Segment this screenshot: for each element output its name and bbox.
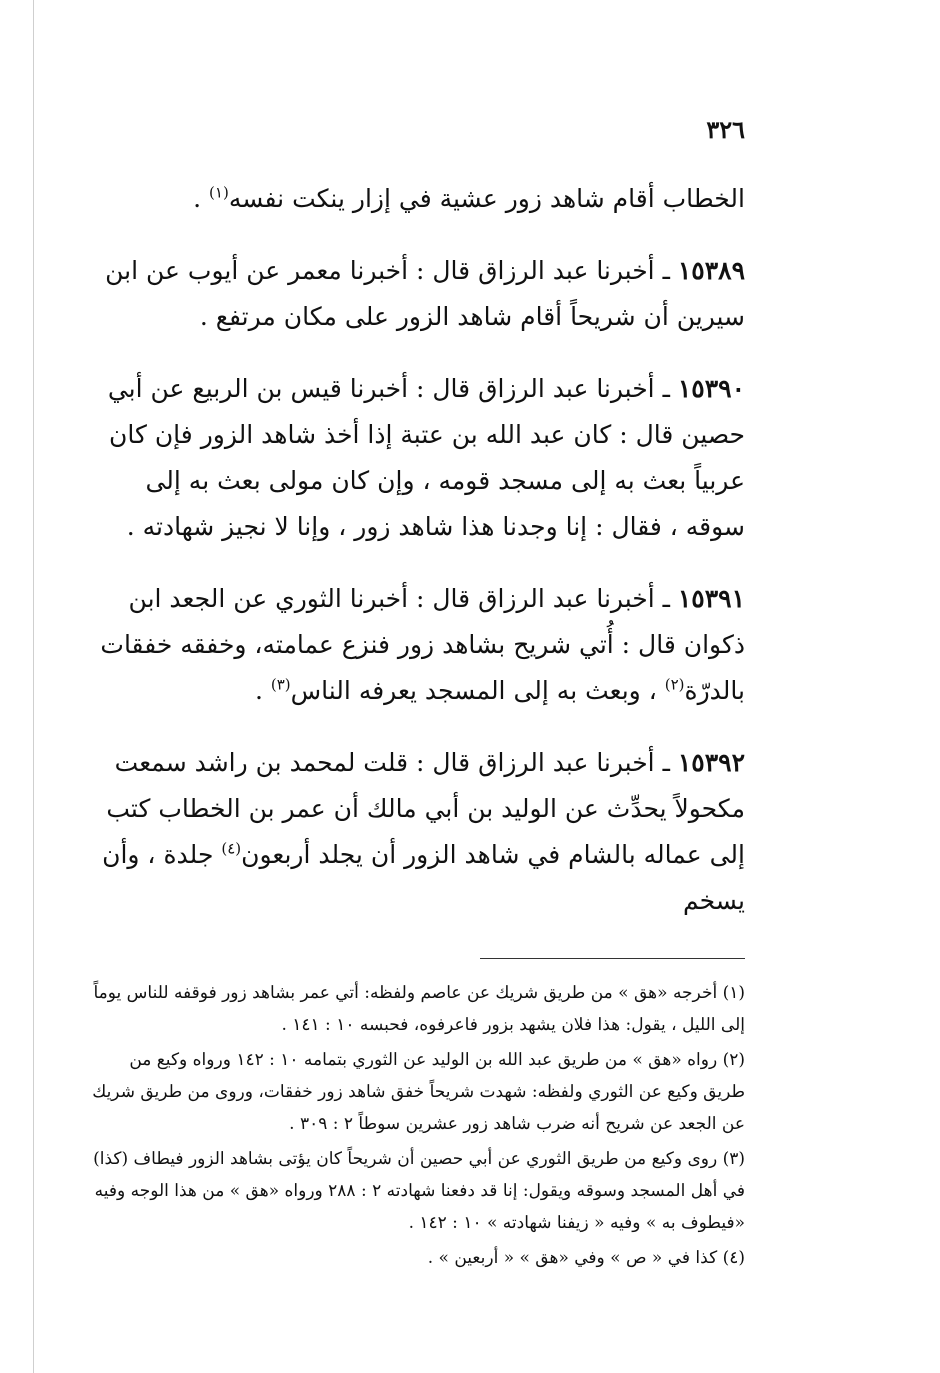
page-number: ٣٢٦ — [706, 115, 745, 144]
paragraph-text: ـ أخبرنا عبد الرزاق قال : أخبرنا الثوري عن الجعد ابن ذكوان قال : أُتي شريح بشاهد زور فنزع عمامته، وخفقه خفقات بالدرّة — [100, 584, 745, 705]
footnote-marker: (٤) — [221, 839, 242, 858]
paragraph-text: ـ أخبرنا عبد الرزاق قال : أخبرنا قيس بن الربيع عن أبي حصين قال : كان عبد الله بن عتبة إذا أخذ شاهد الزور فإن كان عربياً بعث به إلى مسجد قومه ، وإن كان مولى بعث به إلى سوقه ، فقال : إنا وجدنا هذا شاهد زور ، وإنا لا نجيز شهادته . — [107, 374, 745, 541]
hadith-number: ١٥٣٩١ — [677, 584, 745, 613]
footnotes — [85, 977, 745, 1274]
paragraph-text: ـ أخبرنا عبد الرزاق قال : أخبرنا معمر عن أيوب عن ابن سيرين أن شريحاً أقام شاهد الزور على مكان مرتفع . — [105, 256, 745, 331]
hadith-number: ١٥٣٩٠ — [677, 374, 745, 403]
hadith-paragraph — [85, 366, 745, 550]
scan-edge-line — [33, 0, 34, 1373]
hadith-number: ١٥٣٩٢ — [677, 748, 745, 777]
continued-paragraph — [85, 176, 745, 222]
paragraph-ending: جلدة ، وأن يسخم — [102, 840, 745, 915]
footnote-marker: (١) — [209, 183, 229, 202]
main-text — [85, 176, 745, 924]
paragraph-text: ـ أخبرنا عبد الرزاق قال : قلت لمحمد بن راشد سمعت مكحولاً يحدِّث عن الوليد بن أبي مالك أن عمر بن الخطاب كتب إلى عماله بالشام في شاهد الزور أن يجلد أربعون — [106, 748, 745, 869]
footnote-separator — [480, 958, 745, 959]
hadith-paragraph — [85, 248, 745, 340]
footnote-marker: (٣) — [270, 675, 291, 694]
footnote-3: (٣) روى وكيع من طريق الثوري عن أبي حصين أن شريحاً كان يؤتى بشاهد الزور فيطاف (كذا) في أهل المسجد وسوقه ويقول: إنا قد دفعنا شهادته ٢ : ٢٨٨ ورواه «هق » من هذا الوجه وفيه «فيطوف به » وفيه « زيفنا شهادته » ١٠ : ١٤٢ . — [93, 1149, 745, 1233]
footnote-4: (٤) كذا في « ص » وفي «هق » « أربعين » . — [427, 1248, 745, 1268]
hadith-number: ١٥٣٨٩ — [677, 256, 745, 285]
paragraph-ending: . — [193, 184, 210, 213]
hadith-paragraph — [85, 740, 745, 924]
footnote-marker: (٢) — [664, 675, 685, 694]
footnote-2: (٢) رواه «هق » من طريق عبد الله بن الوليد عن الثوري بتمامه ١٠ : ١٤٢ ورواه وكيع من طريق وكيع عن الثوري ولفظه: شهدت شريحاً خفق شاهد زور خفقات، وروى من طريق شريك عن الجعد عن شريح أنه ضرب شاهد زور عشرين سوطاً ٢ : ٣٠٩ . — [92, 1050, 745, 1134]
paragraph-ending: . — [254, 676, 271, 705]
book-page — [85, 112, 745, 1274]
footnote-1: (١) أخرجه «هق » من طريق شريك عن عاصم ولفظه: أتي عمر بشاهد زور فوقفه للناس يوماً إلى الليل ، يقول: هذا فلان يشهد بزور فاعرفوه، فحبسه ١٠ : ١٤١ . — [93, 983, 745, 1035]
paragraph-text-continued: ، وبعث به إلى المسجد يعرفه الناس — [290, 676, 665, 705]
paragraph-text: الخطاب أقام شاهد زور عشية في إزار ينكت نفسه — [228, 184, 745, 213]
hadith-paragraph — [85, 576, 745, 714]
